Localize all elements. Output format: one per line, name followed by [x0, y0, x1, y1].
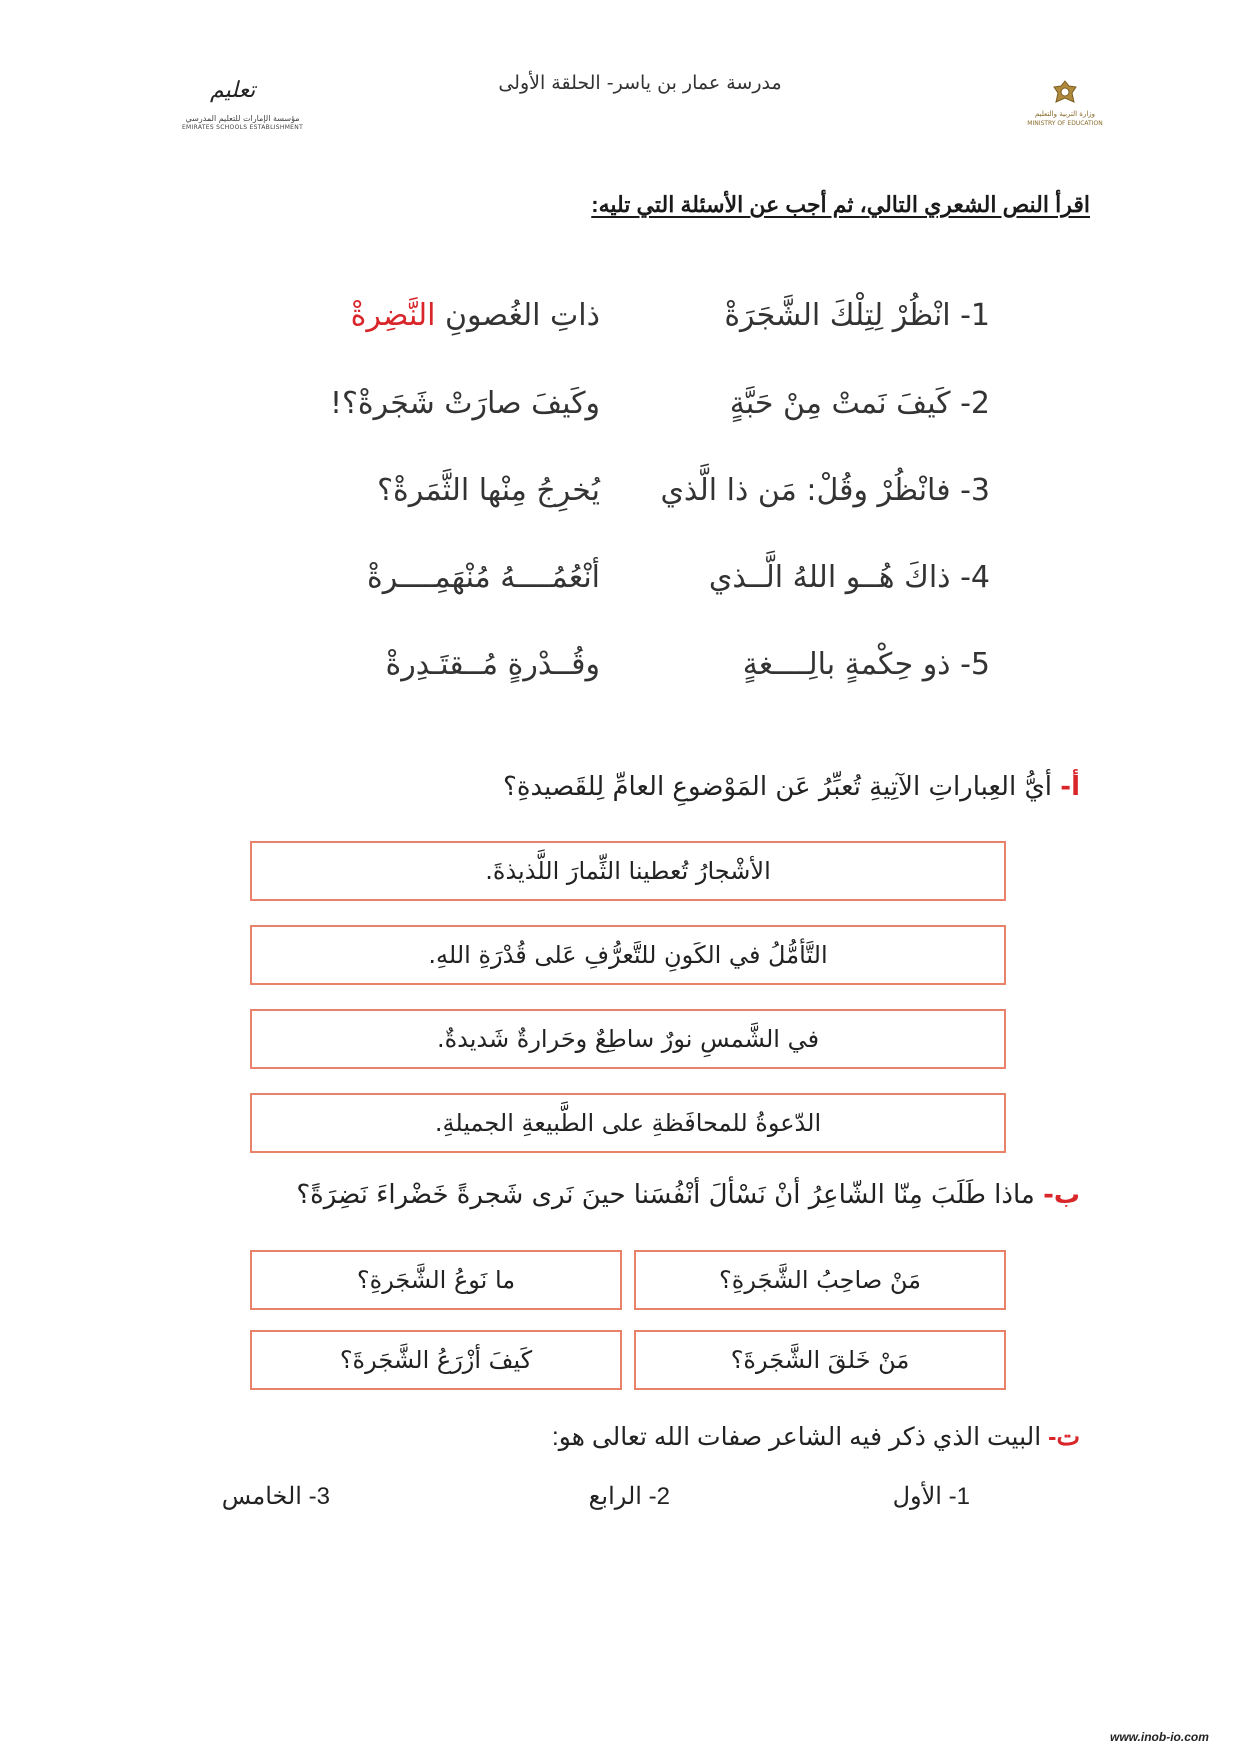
poem-line-2-first: 2- كَيفَ نَمتْ مِنْ حَبَّةٍ — [729, 386, 990, 421]
question-a-letter: أ- — [1060, 772, 1080, 802]
poem-line-4-first: 4- ذاكَ هُــو اللهُ الَّــذي — [708, 560, 990, 595]
poem-line-3-first: 3- فانْظُرْ وقُلْ: مَن ذا الَّذي — [660, 473, 990, 508]
school-name: مدرسة عمار بن ياسر- الحلقة الأولى — [498, 72, 782, 94]
poem-line-1-second-text: ذاتِ الغُصونِ — [435, 298, 600, 333]
poem-highlight-word: النَّضِرةْ — [350, 298, 436, 333]
question-t-choice-2[interactable]: 2- الرابع — [588, 1483, 670, 1510]
question-a — [503, 772, 1080, 802]
question-t-choice-1[interactable]: 1- الأول — [892, 1483, 970, 1510]
question-t-text: البيت الذي ذكر فيه الشاعر صفات الله تعالى هو: — [551, 1423, 1042, 1451]
poem-line-1-first: 1- انْظُرْ لِتِلْكَ الشَّجَرَةْ — [724, 298, 990, 333]
poem-line-4-second: أنْعُمُــــهُ مُنْهَمِــــرةْ — [367, 560, 600, 595]
question-t — [552, 1422, 1080, 1452]
poem-line-5-second: وقُــدْرةٍ مُــقتَـدِرةْ — [385, 647, 600, 682]
question-t-letter: ت- — [1048, 1423, 1080, 1451]
ministry-logo — [1020, 78, 1110, 128]
question-t-choice-3[interactable]: 3- الخامس — [221, 1483, 330, 1510]
poem-line-3-second: يُخرِجُ مِنْها الثَّمَرةْ؟ — [377, 473, 600, 508]
question-a-option-1[interactable]: الأشْجارُ تُعطينا الثِّمارَ اللَّذيذةَ. — [250, 841, 1006, 901]
question-b-text: ماذا طَلَبَ مِنّا الشّاعِرُ أنْ نَسْألَ أنْفُسَنا حينَ نَرى شَجرةً خَضْراءَ نَضِرَةً؟ — [296, 1180, 1035, 1210]
establishment-logo — [155, 78, 330, 133]
question-a-option-4[interactable]: الدّعوةُ للمحافَظةِ على الطَّبيعةِ الجميلةِ. — [250, 1093, 1006, 1153]
question-b-option-3[interactable]: مَنْ خَلقَ الشَّجَرةَ؟ — [634, 1330, 1006, 1390]
establishment-logo-arabic: مؤسسة الإمارات للتعليم المدرسي — [185, 114, 300, 123]
uae-emblem-icon — [1050, 78, 1080, 108]
ministry-logo-english: MINISTRY OF EDUCATION — [1027, 120, 1103, 127]
establishment-logo-english: EMIRATES SCHOOLS ESTABLISHMENT — [181, 124, 304, 131]
poem-line-5-first: 5- ذو حِكْمةٍ بالِــــغةٍ — [742, 647, 990, 682]
question-b-option-2[interactable]: ما نَوعُ الشَّجَرةِ؟ — [250, 1250, 622, 1310]
establishment-logo-word: تعليم — [210, 78, 256, 103]
question-a-text: أيُّ العِباراتِ الآتِيةِ تُعبِّرُ عَن المَوْضوعِ العامِّ لِلقَصيدةِ؟ — [503, 772, 1053, 802]
instruction-heading: اقرأ النص الشعري التالي، ثم أجب عن الأسئلة التي تليه: — [591, 192, 1090, 217]
question-b-option-4[interactable]: كَيفَ أزْرَعُ الشَّجَرةَ؟ — [250, 1330, 622, 1390]
ministry-logo-arabic: وزارة التربية والتعليم — [1034, 110, 1096, 118]
question-b-letter: ب- — [1043, 1180, 1080, 1210]
question-a-option-2[interactable]: التَّأمُّلُ في الكَونِ للتَّعرُّفِ عَلى قُدْرَةِ اللهِ. — [250, 925, 1006, 985]
question-a-option-3[interactable]: في الشَّمسِ نورٌ ساطِعٌ وحَرارةٌ شَديدةٌ. — [250, 1009, 1006, 1069]
question-b-option-1[interactable]: مَنْ صاحِبُ الشَّجَرةِ؟ — [634, 1250, 1006, 1310]
footer-website: www.inob-io.com — [1110, 1730, 1209, 1744]
poem-line-1-second — [300, 298, 600, 333]
question-b — [296, 1180, 1080, 1210]
poem-line-2-second: وكَيفَ صارَتْ شَجَرةْ؟! — [329, 386, 600, 421]
